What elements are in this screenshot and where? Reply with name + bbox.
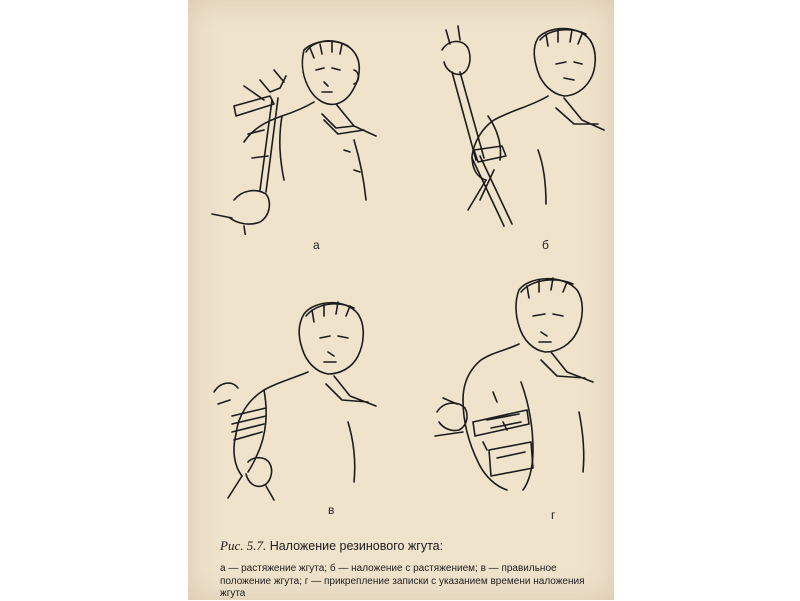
caption-label: Рис. 5.7. bbox=[220, 538, 267, 553]
illustration-panel-g bbox=[433, 272, 605, 512]
caption-description: а — растяжение жгута; б — наложение с растяжением; в — правильное положение жгута; г — прикрепление записки с указанием времени наложения жгута bbox=[220, 563, 585, 599]
illustration-panel-a bbox=[204, 30, 389, 235]
illustration-panel-v bbox=[208, 292, 383, 502]
caption-title-text: Наложение резинового жгута: bbox=[269, 539, 444, 553]
book-page bbox=[188, 0, 614, 600]
panel-letter-g: г bbox=[551, 508, 556, 522]
caption-title bbox=[220, 538, 605, 554]
panel-letter-b: б bbox=[542, 238, 549, 252]
illustration-panel-b bbox=[428, 20, 608, 242]
figure-caption bbox=[220, 538, 605, 601]
panel-letter-a: а bbox=[313, 238, 320, 252]
panel-letter-v: в bbox=[328, 503, 335, 517]
